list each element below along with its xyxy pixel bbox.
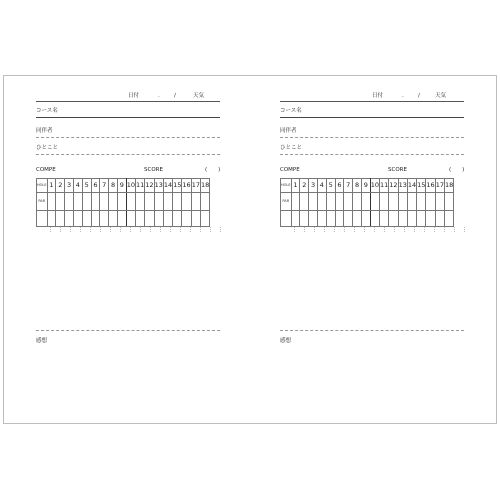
par-cell[interactable] — [100, 193, 109, 211]
par-cell[interactable] — [317, 193, 326, 211]
right-page — [280, 76, 480, 425]
par-row-label: PAR — [281, 193, 292, 211]
score-cell[interactable] — [309, 211, 318, 227]
par-cell[interactable] — [126, 193, 135, 211]
hole-number: 9 — [117, 179, 126, 193]
hole-number: 1 — [291, 179, 300, 193]
date-sep-dot: . — [158, 93, 160, 99]
hole-grid — [36, 178, 210, 227]
score-cell[interactable] — [380, 211, 389, 227]
hole-number: 6 — [91, 179, 100, 193]
par-cell[interactable] — [398, 193, 407, 211]
par-cell[interactable] — [47, 193, 56, 211]
score-cell[interactable] — [291, 211, 300, 227]
hole-number: 10 — [126, 179, 135, 193]
date-label: 日付 — [128, 93, 140, 99]
compe-label: COMPE — [280, 167, 300, 173]
score-cell[interactable] — [317, 211, 326, 227]
par-cell[interactable] — [65, 193, 74, 211]
hole-number: 4 — [317, 179, 326, 193]
score-cell[interactable] — [100, 211, 109, 227]
hole-number: 6 — [335, 179, 344, 193]
par-cell[interactable] — [309, 193, 318, 211]
par-cell[interactable] — [300, 193, 309, 211]
hole-number: 7 — [344, 179, 353, 193]
score-cell[interactable] — [344, 211, 353, 227]
hole-number: 3 — [65, 179, 74, 193]
score-cell[interactable] — [191, 211, 200, 227]
hole-number: 3 — [309, 179, 318, 193]
hole-number: 10 — [370, 179, 379, 193]
scorecard-sheet — [3, 75, 497, 424]
score-cell[interactable] — [361, 211, 370, 227]
par-cell[interactable] — [56, 193, 65, 211]
score-label: SCORE — [144, 167, 163, 173]
companions-line[interactable] — [280, 137, 464, 138]
hole-number: 9 — [361, 179, 370, 193]
par-cell[interactable] — [370, 193, 379, 211]
score-cell[interactable] — [417, 211, 426, 227]
score-cell[interactable] — [200, 211, 209, 227]
par-cell[interactable] — [173, 193, 182, 211]
compe-label: COMPE — [36, 167, 56, 173]
score-cell[interactable] — [145, 211, 154, 227]
hole-row-label: HOLE — [37, 179, 48, 193]
par-cell[interactable] — [145, 193, 154, 211]
par-cell[interactable] — [361, 193, 370, 211]
score-cell[interactable] — [353, 211, 362, 227]
par-cell[interactable] — [353, 193, 362, 211]
hole-number: 18 — [200, 179, 209, 193]
left-page — [36, 76, 236, 425]
hole-number: 17 — [191, 179, 200, 193]
par-cell[interactable] — [73, 193, 82, 211]
hole-number: 13 — [398, 179, 407, 193]
hole-number: 16 — [426, 179, 435, 193]
hole-number: 1 — [47, 179, 56, 193]
date-sep-slash: / — [418, 93, 420, 99]
course-line[interactable] — [36, 117, 220, 118]
companions-line[interactable] — [36, 137, 220, 138]
hole-number: 5 — [82, 179, 91, 193]
par-cell[interactable] — [154, 193, 163, 211]
comment-label: ひとこと — [36, 145, 59, 151]
hole-number: 8 — [109, 179, 118, 193]
score-cell[interactable] — [136, 211, 145, 227]
date-sep-dot: . — [402, 93, 404, 99]
par-cell[interactable] — [136, 193, 145, 211]
hole-grid — [280, 178, 454, 227]
par-cell[interactable] — [407, 193, 416, 211]
score-cell[interactable] — [91, 211, 100, 227]
hole-number: 11 — [380, 179, 389, 193]
hole-number: 12 — [389, 179, 398, 193]
par-cell[interactable] — [335, 193, 344, 211]
score-cell[interactable] — [398, 211, 407, 227]
score-cell[interactable] — [182, 211, 191, 227]
par-cell[interactable] — [82, 193, 91, 211]
score-cell[interactable] — [73, 211, 82, 227]
hole-number: 8 — [353, 179, 362, 193]
par-cell[interactable] — [326, 193, 335, 211]
score-row-label — [281, 211, 292, 227]
notes-line[interactable] — [36, 330, 220, 331]
hole-row-label: HOLE — [281, 179, 292, 193]
notes-label: 感想 — [280, 338, 292, 344]
par-cell[interactable] — [389, 193, 398, 211]
hole-number: 12 — [145, 179, 154, 193]
score-cell[interactable] — [154, 211, 163, 227]
par-cell[interactable] — [182, 193, 191, 211]
comment-line[interactable] — [36, 154, 220, 155]
score-cell[interactable] — [407, 211, 416, 227]
hole-number: 11 — [136, 179, 145, 193]
score-cell[interactable] — [444, 211, 453, 227]
hole-number: 2 — [56, 179, 65, 193]
hole-number: 5 — [326, 179, 335, 193]
course-label: コース名 — [36, 108, 58, 114]
score-cell[interactable] — [435, 211, 444, 227]
par-cell[interactable] — [163, 193, 172, 211]
score-cell[interactable] — [389, 211, 398, 227]
date-line — [36, 101, 220, 102]
score-paren: ( ) — [205, 167, 221, 173]
date-label: 日付 — [372, 93, 384, 99]
hole-number: 17 — [435, 179, 444, 193]
par-cell[interactable] — [200, 193, 209, 211]
comment-label: ひとこと — [280, 145, 303, 151]
hole-number: 13 — [154, 179, 163, 193]
score-paren: ( ) — [449, 167, 465, 173]
comment-line[interactable] — [280, 154, 464, 155]
score-row-label — [37, 211, 48, 227]
score-label: SCORE — [388, 167, 407, 173]
par-cell[interactable] — [444, 193, 453, 211]
par-cell[interactable] — [426, 193, 435, 211]
par-cell[interactable] — [91, 193, 100, 211]
score-cell[interactable] — [126, 211, 135, 227]
course-line[interactable] — [280, 117, 464, 118]
hole-number: 15 — [417, 179, 426, 193]
date-sep-slash: / — [174, 93, 176, 99]
hole-number: 7 — [100, 179, 109, 193]
hole-number: 14 — [163, 179, 172, 193]
course-label: コース名 — [280, 108, 302, 114]
par-cell[interactable] — [417, 193, 426, 211]
par-cell[interactable] — [117, 193, 126, 211]
grid-tick-marks — [41, 227, 221, 233]
score-cell[interactable] — [426, 211, 435, 227]
weather-label: 天気 — [435, 93, 447, 99]
score-cell[interactable] — [65, 211, 74, 227]
grid-tick-marks — [285, 227, 465, 233]
weather-label: 天気 — [193, 93, 205, 99]
par-cell[interactable] — [291, 193, 300, 211]
hole-number: 2 — [300, 179, 309, 193]
notes-label: 感想 — [36, 338, 48, 344]
hole-number: 15 — [173, 179, 182, 193]
par-cell[interactable] — [191, 193, 200, 211]
score-cell[interactable] — [326, 211, 335, 227]
score-cell[interactable] — [173, 211, 182, 227]
score-cell[interactable] — [370, 211, 379, 227]
hole-number: 4 — [73, 179, 82, 193]
score-cell[interactable] — [300, 211, 309, 227]
score-cell[interactable] — [163, 211, 172, 227]
par-cell[interactable] — [380, 193, 389, 211]
hole-number: 16 — [182, 179, 191, 193]
par-cell[interactable] — [344, 193, 353, 211]
score-cell[interactable] — [82, 211, 91, 227]
score-cell[interactable] — [56, 211, 65, 227]
par-cell[interactable] — [109, 193, 118, 211]
par-row-label: PAR — [37, 193, 48, 211]
date-line — [280, 101, 464, 102]
notes-line[interactable] — [280, 330, 464, 331]
companions-label: 同伴者 — [36, 128, 53, 134]
score-cell[interactable] — [335, 211, 344, 227]
companions-label: 同伴者 — [280, 128, 297, 134]
score-cell[interactable] — [117, 211, 126, 227]
par-cell[interactable] — [435, 193, 444, 211]
hole-number: 18 — [444, 179, 453, 193]
score-cell[interactable] — [47, 211, 56, 227]
hole-number: 14 — [407, 179, 416, 193]
score-cell[interactable] — [109, 211, 118, 227]
